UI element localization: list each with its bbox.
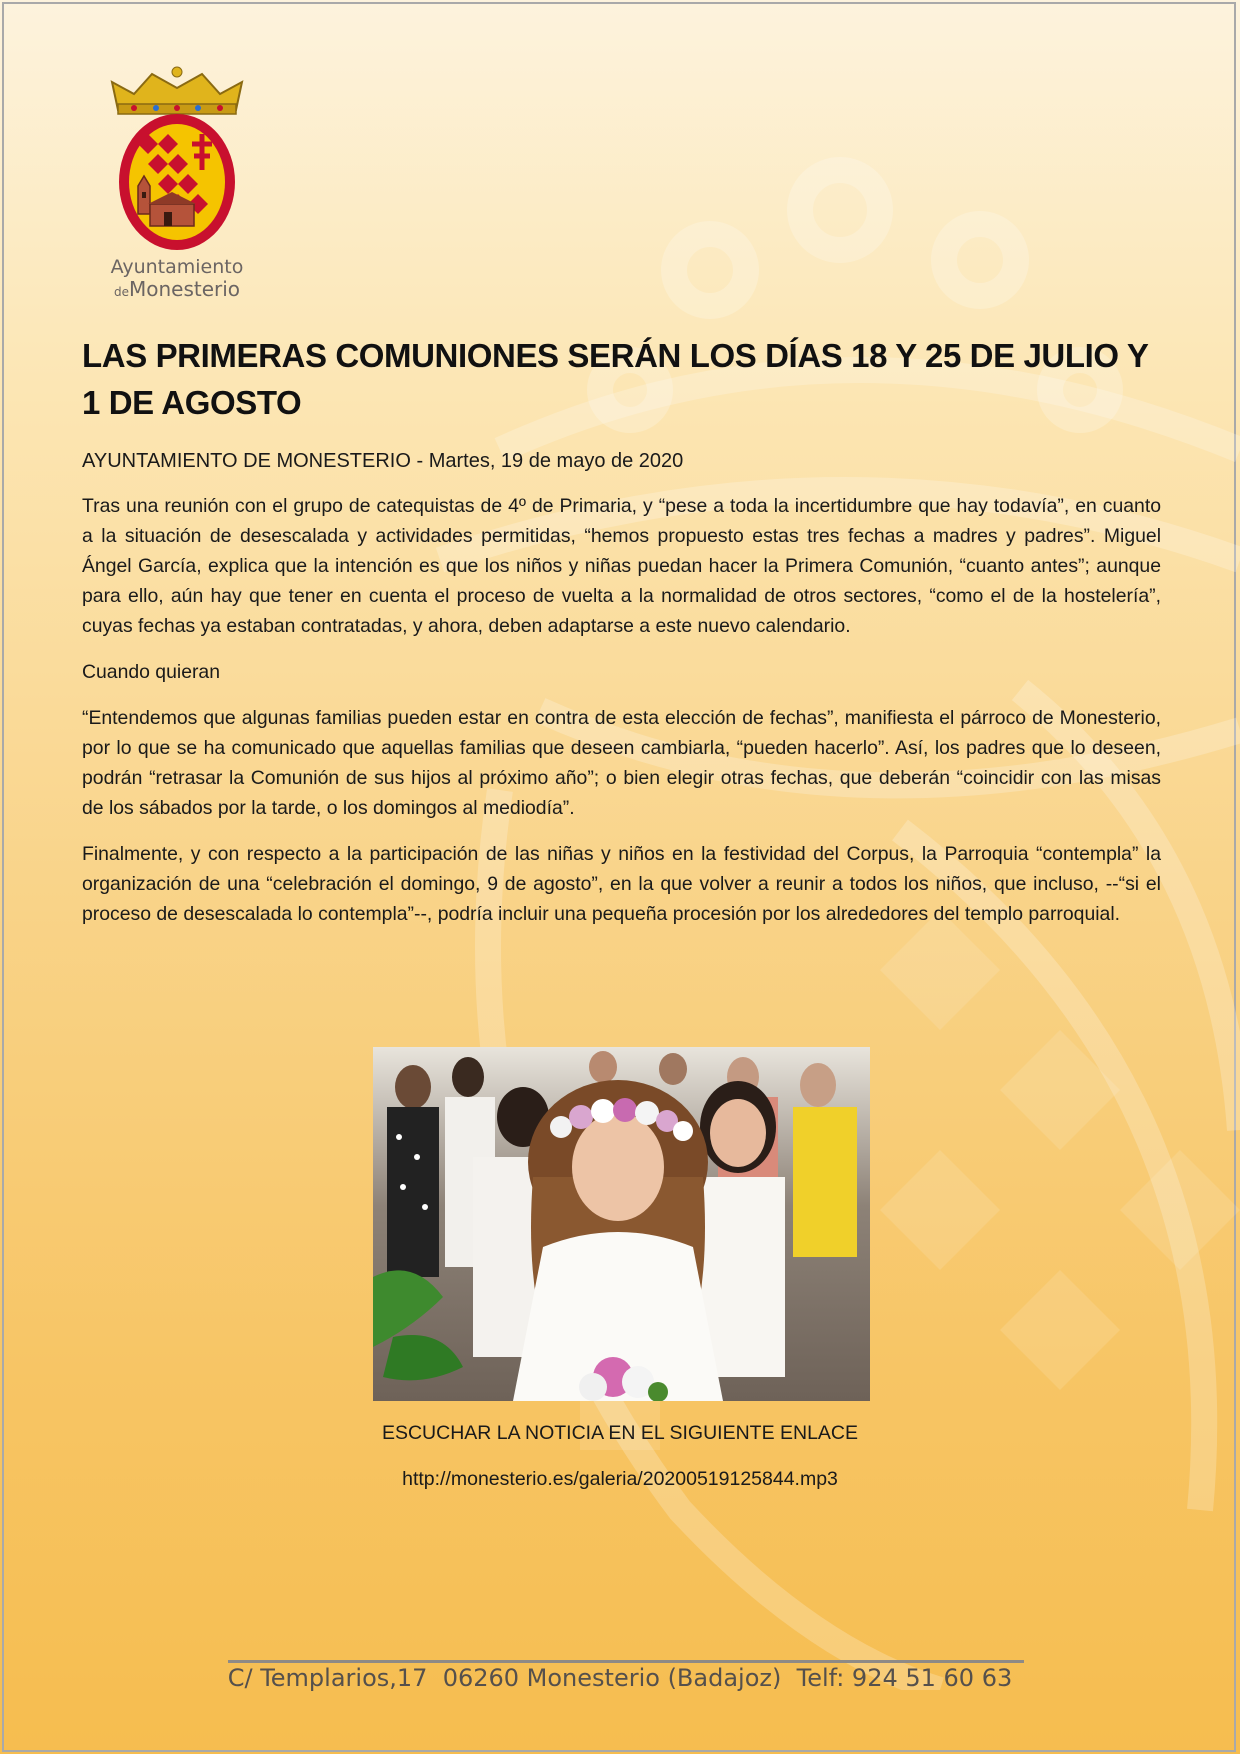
- logo-wordmark: [104, 256, 250, 303]
- footer-divider: [228, 1660, 1024, 1663]
- municipality-logo: [104, 64, 250, 304]
- article-paragraph-1: Tras una reunión con el grupo de catequistas de 4º de Primaria, y “pese a toda la incertidumbre que hay todavía”, en cuanto a la situación de desescalada y actividades permitidas, “hemos propuesto estas tres fechas a madres y padres”. Miguel Ángel García, explica que la intención es que los niños y niñas puedan hacer la Primera Comunión, “cuanto antes”; aunque para ello, aún hay que tener en cuenta el proceso de vuelta a la normalidad de otros sectores, “como el de la hostelería”, cuyas fechas ya estaban contratadas, y ahora, deben adaptarse a este nuevo calendario.: [82, 495, 1161, 637]
- logo-line-2: [104, 278, 250, 303]
- article-subheading: Cuando quieran: [82, 661, 220, 683]
- logo-line-2-prefix: de: [113, 285, 129, 299]
- article-body: [82, 491, 1161, 945]
- audio-link[interactable]: http://monesterio.es/galeria/20200519125844.mp3: [402, 1468, 838, 1490]
- article-paragraph-2: “Entendemos que algunas familias pueden estar en contra de esta elección de fechas”, manifiesta el párroco de Monesterio, por lo que se ha comunicado que aquellas familias que deseen cambiarla, “pueden hacerlo”. Así, los padres que lo deseen, podrán “retrasar la Comunión de sus hijos al próximo año”; o bien elegir otras fechas, que deberán “coincidir con las misas de los sábados por la tarde, o los domingos al mediodía”.: [82, 707, 1161, 819]
- logo-line-1: Ayuntamiento: [110, 256, 244, 278]
- article-photo: [373, 1047, 870, 1401]
- coat-of-arms-icon: [104, 64, 250, 254]
- article-byline: AYUNTAMIENTO DE MONESTERIO - Martes, 19 de mayo de 2020: [82, 450, 684, 472]
- article-headline: LAS PRIMERAS COMUNIONES SERÁN LOS DÍAS 18 Y 25 DE JULIO Y 1 DE AGOSTO: [82, 337, 1148, 421]
- logo-line-2-name: Monesterio: [128, 277, 241, 301]
- communion-procession-photo-icon: [373, 1047, 870, 1401]
- audio-caption-title: ESCUCHAR LA NOTICIA EN EL SIGUIENTE ENLACE: [381, 1422, 859, 1444]
- article-paragraph-3: Finalmente, y con respecto a la participación de las niñas y niños en la festividad del Corpus, la Parroquia “contempla” la organización de una “celebración el domingo, 9 de agosto”, en la que volver a reunir a todos los niños, que incluso, --“si el proceso de desescalada lo contempla”--, podría incluir una pequeña procesión por los alrededores del templo parroquial.: [82, 843, 1161, 925]
- footer-address: C/ Templarios,17 06260 Monesterio (Badajoz) Telf: 924 51 60 63: [227, 1664, 1013, 1692]
